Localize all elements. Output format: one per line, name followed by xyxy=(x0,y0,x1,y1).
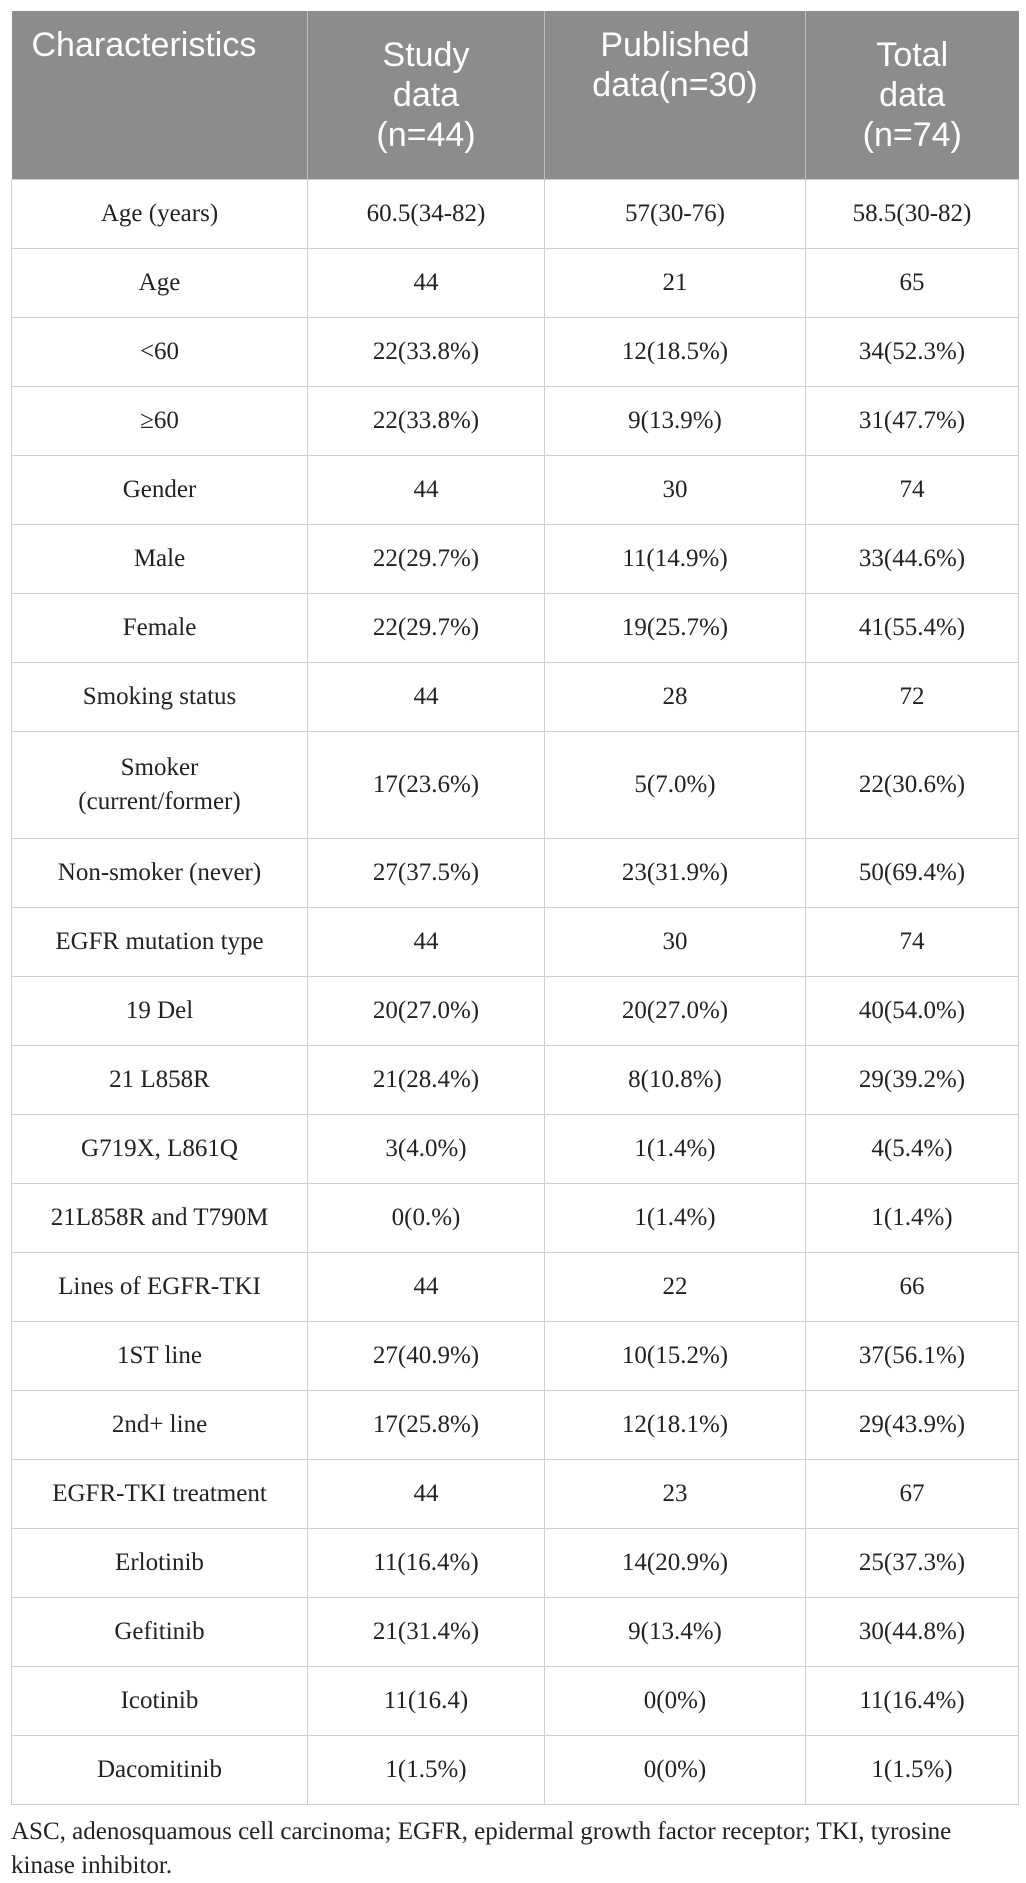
total-data-cell: 40(54.0%) xyxy=(806,977,1019,1046)
table-row xyxy=(12,1529,1019,1598)
table-row xyxy=(12,1460,1019,1529)
total-data-cell: 67 xyxy=(806,1460,1019,1529)
study-data-cell: 17(25.8%) xyxy=(308,1391,545,1460)
published-data-cell: 0(0%) xyxy=(545,1736,806,1805)
table-row xyxy=(12,249,1019,318)
header-characteristics: Characteristics xyxy=(12,11,308,180)
published-data-cell: 57(30-76) xyxy=(545,180,806,249)
table-row xyxy=(12,1598,1019,1667)
published-data-cell: 30 xyxy=(545,456,806,525)
row-label: 21L858R and T790M xyxy=(12,1184,308,1253)
row-label: Icotinib xyxy=(12,1667,308,1736)
study-data-cell: 11(16.4%) xyxy=(308,1529,545,1598)
study-data-cell: 22(33.8%) xyxy=(308,318,545,387)
study-data-cell: 21(28.4%) xyxy=(308,1046,545,1115)
row-label: Gefitinib xyxy=(12,1598,308,1667)
row-label: 21 L858R xyxy=(12,1046,308,1115)
row-label: Smoking status xyxy=(12,663,308,732)
row-label: Lines of EGFR-TKI xyxy=(12,1253,308,1322)
table-row xyxy=(12,318,1019,387)
published-data-cell: 30 xyxy=(545,908,806,977)
published-data-cell: 19(25.7%) xyxy=(545,594,806,663)
total-data-cell: 4(5.4%) xyxy=(806,1115,1019,1184)
study-data-cell: 3(4.0%) xyxy=(308,1115,545,1184)
header-published-data: Published data(n=30) xyxy=(545,11,806,180)
total-data-cell: 25(37.3%) xyxy=(806,1529,1019,1598)
row-label: Dacomitinib xyxy=(12,1736,308,1805)
table-row xyxy=(12,1046,1019,1115)
study-data-cell: 20(27.0%) xyxy=(308,977,545,1046)
published-data-cell: 22 xyxy=(545,1253,806,1322)
published-data-cell: 0(0%) xyxy=(545,1667,806,1736)
study-data-cell: 44 xyxy=(308,249,545,318)
table-row xyxy=(12,525,1019,594)
published-data-cell: 28 xyxy=(545,663,806,732)
total-data-cell: 37(56.1%) xyxy=(806,1322,1019,1391)
row-label: EGFR mutation type xyxy=(12,908,308,977)
study-data-cell: 44 xyxy=(308,663,545,732)
table-row xyxy=(12,1253,1019,1322)
study-data-cell: 27(37.5%) xyxy=(308,839,545,908)
published-data-cell: 1(1.4%) xyxy=(545,1115,806,1184)
row-label: Age (years) xyxy=(12,180,308,249)
total-data-cell: 33(44.6%) xyxy=(806,525,1019,594)
study-data-cell: 22(29.7%) xyxy=(308,525,545,594)
table-row xyxy=(12,908,1019,977)
study-data-cell: 44 xyxy=(308,1460,545,1529)
header-total-data: Total data (n=74) xyxy=(806,11,1019,180)
total-data-cell: 50(69.4%) xyxy=(806,839,1019,908)
study-data-cell: 44 xyxy=(308,456,545,525)
total-data-cell: 66 xyxy=(806,1253,1019,1322)
table-row xyxy=(12,594,1019,663)
published-data-cell: 10(15.2%) xyxy=(545,1322,806,1391)
table-row xyxy=(12,663,1019,732)
total-data-cell: 58.5(30-82) xyxy=(806,180,1019,249)
total-data-cell: 72 xyxy=(806,663,1019,732)
published-data-cell: 5(7.0%) xyxy=(545,732,806,839)
table-body xyxy=(12,180,1019,1805)
row-label: G719X, L861Q xyxy=(12,1115,308,1184)
row-label: 2nd+ line xyxy=(12,1391,308,1460)
row-label: Gender xyxy=(12,456,308,525)
row-label: <60 xyxy=(12,318,308,387)
table-row xyxy=(12,977,1019,1046)
total-data-cell: 34(52.3%) xyxy=(806,318,1019,387)
table-row xyxy=(12,1115,1019,1184)
published-data-cell: 12(18.1%) xyxy=(545,1391,806,1460)
total-data-cell: 31(47.7%) xyxy=(806,387,1019,456)
study-data-cell: 44 xyxy=(308,908,545,977)
table-container xyxy=(11,11,1018,1883)
study-data-cell: 0(0.%) xyxy=(308,1184,545,1253)
total-data-cell: 11(16.4%) xyxy=(806,1667,1019,1736)
row-label: Age xyxy=(12,249,308,318)
row-label: 1ST line xyxy=(12,1322,308,1391)
published-data-cell: 23(31.9%) xyxy=(545,839,806,908)
study-data-cell: 27(40.9%) xyxy=(308,1322,545,1391)
table-row xyxy=(12,180,1019,249)
row-label: ≥60 xyxy=(12,387,308,456)
total-data-cell: 74 xyxy=(806,908,1019,977)
study-data-cell: 44 xyxy=(308,1253,545,1322)
published-data-cell: 1(1.4%) xyxy=(545,1184,806,1253)
table-row xyxy=(12,732,1019,839)
row-label: EGFR-TKI treatment xyxy=(12,1460,308,1529)
published-data-cell: 20(27.0%) xyxy=(545,977,806,1046)
published-data-cell: 9(13.9%) xyxy=(545,387,806,456)
study-data-cell: 22(33.8%) xyxy=(308,387,545,456)
study-data-cell: 60.5(34-82) xyxy=(308,180,545,249)
total-data-cell: 41(55.4%) xyxy=(806,594,1019,663)
table-row xyxy=(12,387,1019,456)
total-data-cell: 65 xyxy=(806,249,1019,318)
characteristics-table xyxy=(11,11,1019,1805)
study-data-cell: 21(31.4%) xyxy=(308,1598,545,1667)
total-data-cell: 30(44.8%) xyxy=(806,1598,1019,1667)
study-data-cell: 11(16.4) xyxy=(308,1667,545,1736)
row-label: Smoker (current/former) xyxy=(12,732,308,839)
header-study-data: Study data (n=44) xyxy=(308,11,545,180)
table-footnote: ASC, adenosquamous cell carcinoma; EGFR, epidermal growth factor receptor; TKI, tyrosine kinase inhibitor. xyxy=(11,1818,952,1879)
table-row xyxy=(12,1322,1019,1391)
total-data-cell: 74 xyxy=(806,456,1019,525)
row-label: 19 Del xyxy=(12,977,308,1046)
table-row xyxy=(12,456,1019,525)
published-data-cell: 9(13.4%) xyxy=(545,1598,806,1667)
study-data-cell: 22(29.7%) xyxy=(308,594,545,663)
study-data-cell: 1(1.5%) xyxy=(308,1736,545,1805)
header-row xyxy=(12,11,1019,180)
published-data-cell: 8(10.8%) xyxy=(545,1046,806,1115)
table-row xyxy=(12,1184,1019,1253)
table-row xyxy=(12,839,1019,908)
row-label: Non-smoker (never) xyxy=(12,839,308,908)
published-data-cell: 23 xyxy=(545,1460,806,1529)
published-data-cell: 11(14.9%) xyxy=(545,525,806,594)
row-label: Male xyxy=(12,525,308,594)
published-data-cell: 14(20.9%) xyxy=(545,1529,806,1598)
published-data-cell: 21 xyxy=(545,249,806,318)
total-data-cell: 29(39.2%) xyxy=(806,1046,1019,1115)
total-data-cell: 29(43.9%) xyxy=(806,1391,1019,1460)
table-row xyxy=(12,1667,1019,1736)
total-data-cell: 22(30.6%) xyxy=(806,732,1019,839)
total-data-cell: 1(1.4%) xyxy=(806,1184,1019,1253)
row-label: Erlotinib xyxy=(12,1529,308,1598)
row-label: Female xyxy=(12,594,308,663)
table-row xyxy=(12,1736,1019,1805)
published-data-cell: 12(18.5%) xyxy=(545,318,806,387)
total-data-cell: 1(1.5%) xyxy=(806,1736,1019,1805)
study-data-cell: 17(23.6%) xyxy=(308,732,545,839)
table-header xyxy=(12,11,1019,180)
table-row xyxy=(12,1391,1019,1460)
